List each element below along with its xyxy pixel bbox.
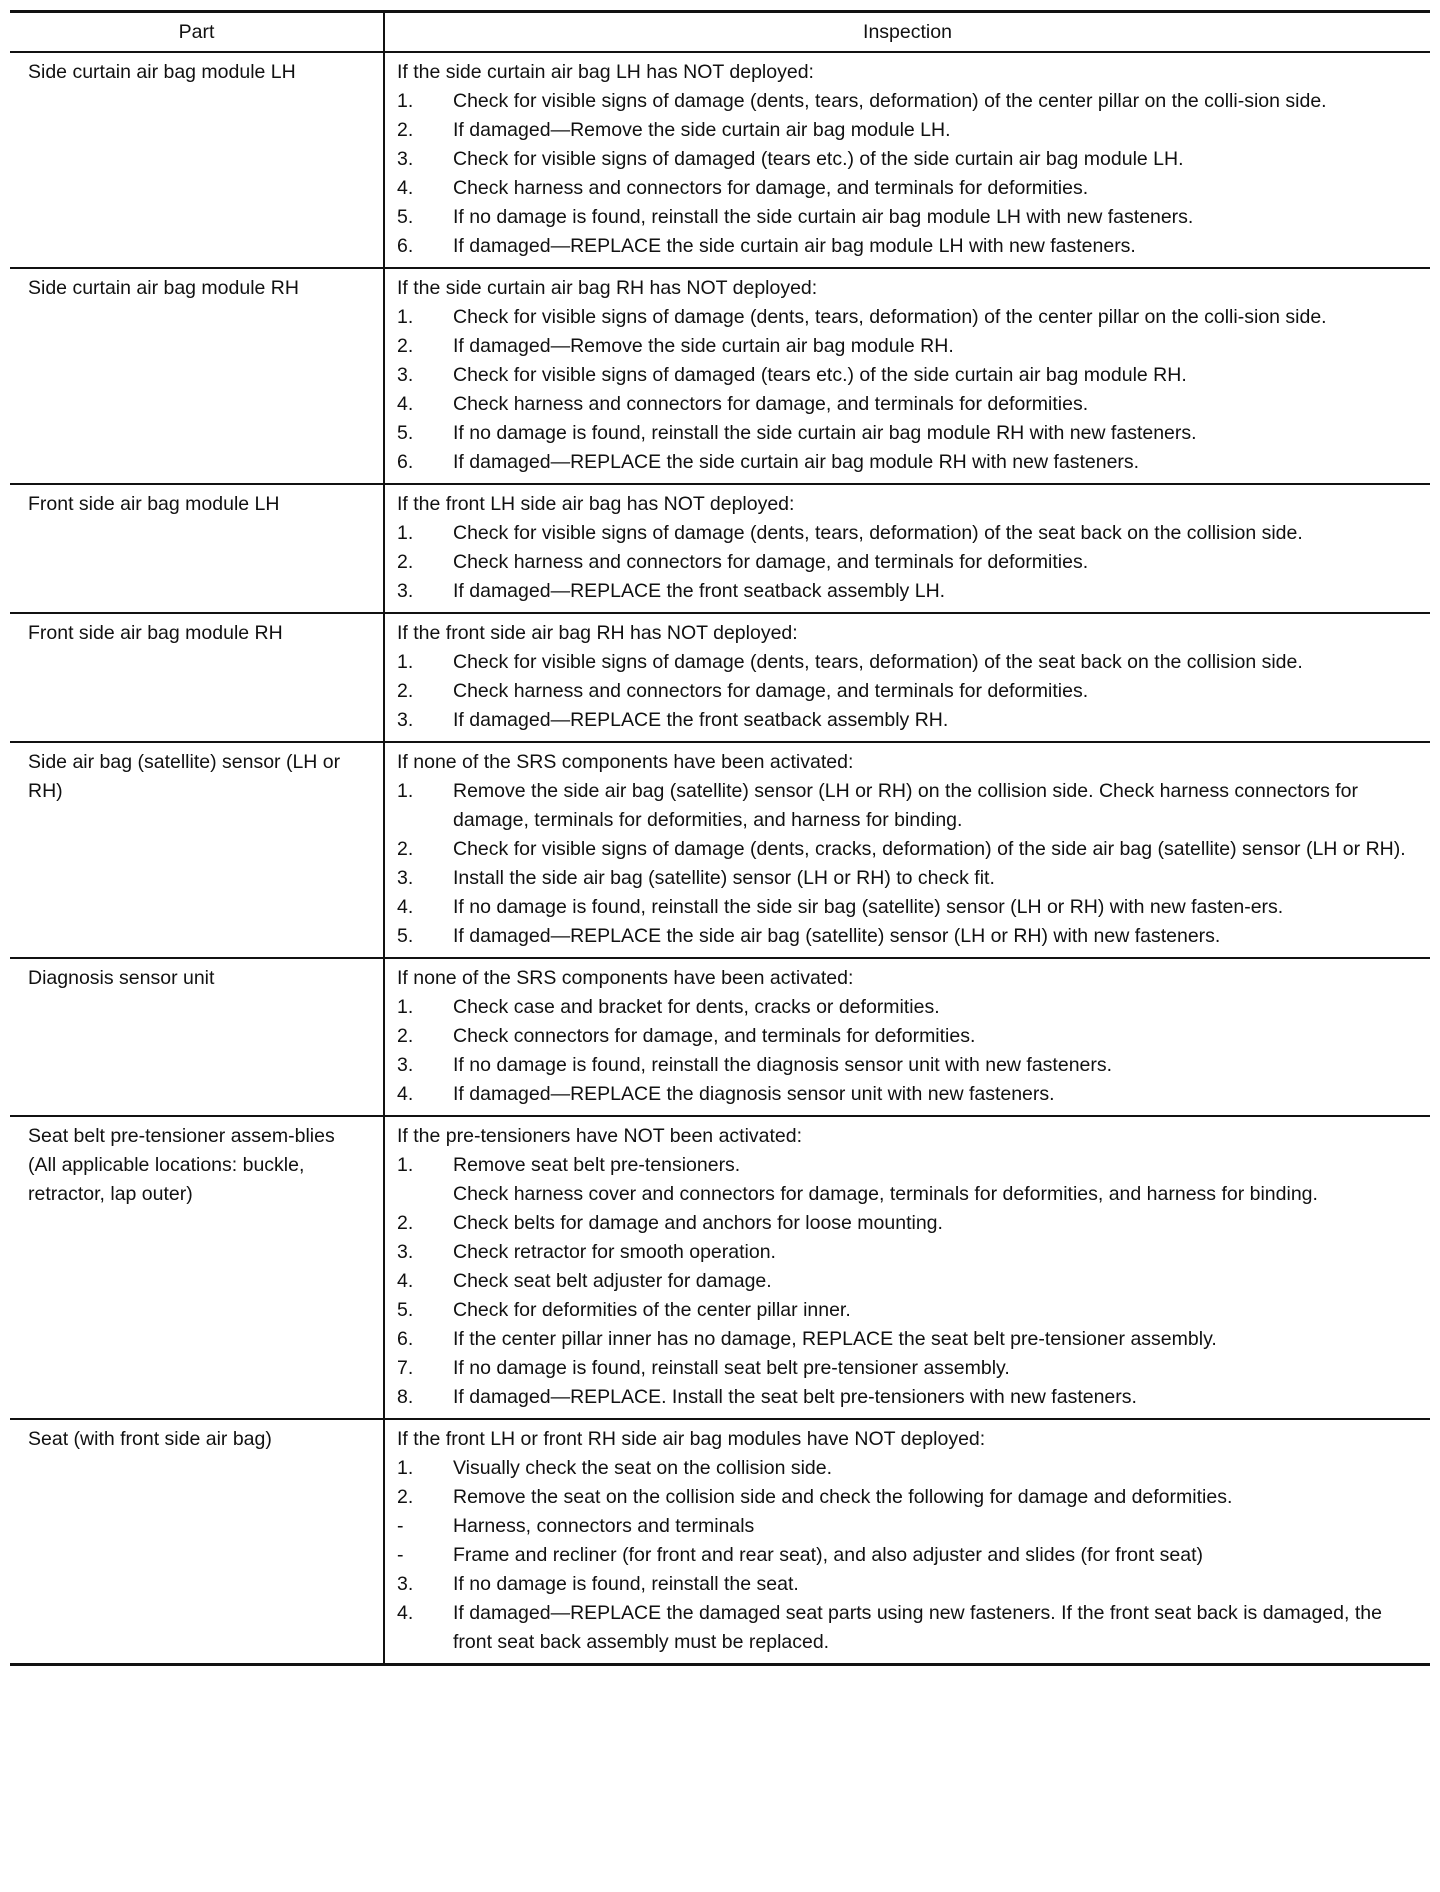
inspection-step	[397, 145, 1418, 174]
step-text: Check for visible signs of damage (dents, tears, deformation) of the seat back on the collision side.	[453, 651, 1303, 673]
inspection-condition: If the front LH or front RH side air bag modules have NOT deployed:	[397, 1428, 986, 1450]
step-text: Check case and bracket for dents, cracks or deformities.	[453, 996, 940, 1018]
step-number: 1.	[397, 306, 414, 328]
inspection-step	[397, 1209, 1418, 1238]
step-number: 3.	[397, 867, 414, 889]
step-number: 6.	[397, 451, 414, 473]
step-text: If damaged—REPLACE. Install the seat belt pre-tensioners with new fasteners.	[453, 1386, 1137, 1408]
step-text: Install the side air bag (satellite) sensor (LH or RH) to check fit.	[453, 867, 995, 889]
part-cell	[10, 1419, 384, 1665]
inspection-cell	[384, 268, 1430, 484]
step-text: If damaged—REPLACE the side curtain air bag module LH with new fasteners.	[453, 235, 1136, 257]
inspection-step	[397, 1483, 1418, 1512]
step-text: Check retractor for smooth operation.	[453, 1241, 776, 1263]
step-text: Check for visible signs of damage (dents, cracks, deformation) of the side air bag (satellite) sensor (LH or RH).	[453, 838, 1406, 860]
step-number: 8.	[397, 1386, 414, 1408]
step-number: 4.	[397, 1083, 414, 1105]
step-number: 4.	[397, 177, 414, 199]
step-number: 1.	[397, 1457, 414, 1479]
inspection-step	[397, 1512, 1418, 1541]
step-number: 2.	[397, 1025, 414, 1047]
inspection-step	[397, 1599, 1418, 1657]
step-text: Check harness and connectors for damage, and terminals for deformities.	[453, 393, 1089, 415]
inspection-condition: If the front side air bag RH has NOT deployed:	[397, 622, 798, 644]
step-number: 7.	[397, 1357, 414, 1379]
step-number: 3.	[397, 148, 414, 170]
inspection-step	[397, 864, 1418, 893]
inspection-step	[397, 1354, 1418, 1383]
step-text: Remove seat belt pre-tensioners. Check harness cover and connectors for damage, terminals for deformities, and harness for binding.	[453, 1154, 1318, 1205]
step-number: 5.	[397, 1299, 414, 1321]
step-text: If damaged—REPLACE the damaged seat parts using new fasteners. If the front seat back is damaged, the front seat back assembly must be replaced.	[453, 1602, 1382, 1653]
table-row	[10, 742, 1430, 958]
column-header-part: Part	[10, 12, 384, 53]
table-row	[10, 1116, 1430, 1419]
step-text: If damaged—REPLACE the side curtain air bag module RH with new fasteners.	[453, 451, 1140, 473]
inspection-step	[397, 448, 1418, 477]
inspection-table	[10, 10, 1430, 1666]
table-header-row	[10, 12, 1430, 53]
inspection-step	[397, 777, 1418, 835]
inspection-step	[397, 835, 1418, 864]
step-text: Check harness and connectors for damage, and terminals for deformities.	[453, 177, 1089, 199]
step-text: Check harness and connectors for damage, and terminals for deformities.	[453, 551, 1089, 573]
step-text: Check for visible signs of damaged (tears etc.) of the side curtain air bag module RH.	[453, 364, 1187, 386]
step-number: 2.	[397, 1486, 414, 1508]
step-text: Check for deformities of the center pillar inner.	[453, 1299, 851, 1321]
inspection-step	[397, 332, 1418, 361]
step-number: 5.	[397, 206, 414, 228]
inspection-step	[397, 1383, 1418, 1412]
step-number: 3.	[397, 709, 414, 731]
inspection-step	[397, 361, 1418, 390]
step-text: If no damage is found, reinstall seat belt pre-tensioner assembly.	[453, 1357, 1010, 1379]
table-row	[10, 613, 1430, 742]
inspection-step	[397, 519, 1418, 548]
table-row	[10, 1419, 1430, 1665]
inspection-step	[397, 87, 1418, 116]
inspection-condition: If the side curtain air bag RH has NOT deployed:	[397, 277, 818, 299]
inspection-step	[397, 993, 1418, 1022]
inspection-step	[397, 1267, 1418, 1296]
table-row	[10, 268, 1430, 484]
part-name: Seat belt pre-tensioner assem-blies	[28, 1125, 335, 1147]
inspection-cell	[384, 484, 1430, 613]
step-number: 6.	[397, 1328, 414, 1350]
step-number: 4.	[397, 393, 414, 415]
part-name: Front side air bag module LH	[28, 493, 280, 515]
part-name: Diagnosis sensor unit	[28, 967, 215, 989]
step-number: 4.	[397, 1602, 414, 1624]
step-text: If the center pillar inner has no damage, REPLACE the seat belt pre-tensioner assembly.	[453, 1328, 1217, 1350]
part-cell	[10, 484, 384, 613]
step-text: Remove the seat on the collision side and check the following for damage and deformities.	[453, 1486, 1233, 1508]
step-number: 2.	[397, 119, 414, 141]
step-number: 3.	[397, 1054, 414, 1076]
inspection-condition: If the front LH side air bag has NOT deployed:	[397, 493, 795, 515]
part-name: Side curtain air bag module RH	[28, 277, 299, 299]
step-number: 2.	[397, 551, 414, 573]
inspection-step	[397, 648, 1418, 677]
step-text: If damaged—REPLACE the front seatback assembly LH.	[453, 580, 946, 602]
inspection-cell	[384, 958, 1430, 1116]
step-number: 5.	[397, 925, 414, 947]
inspection-condition: If none of the SRS components have been activated:	[397, 751, 854, 773]
inspection-condition: If the side curtain air bag LH has NOT deployed:	[397, 61, 814, 83]
step-number: 1.	[397, 996, 414, 1018]
part-name: Seat (with front side air bag)	[28, 1428, 272, 1450]
inspection-step	[397, 1238, 1418, 1267]
step-number: 1.	[397, 651, 414, 673]
table-row	[10, 52, 1430, 268]
step-text: Check for visible signs of damage (dents, tears, deformation) of the seat back on the collision side.	[453, 522, 1303, 544]
inspection-cell	[384, 1419, 1430, 1665]
step-number: 2.	[397, 1212, 414, 1234]
step-text: If damaged—Remove the side curtain air bag module RH.	[453, 335, 954, 357]
step-number: 1.	[397, 780, 414, 802]
step-text: If no damage is found, reinstall the seat.	[453, 1573, 799, 1595]
part-cell	[10, 268, 384, 484]
step-text: If no damage is found, reinstall the diagnosis sensor unit with new fasteners.	[453, 1054, 1113, 1076]
part-name: Side air bag (satellite) sensor (LH or RH)	[28, 751, 341, 802]
step-text: Frame and recliner (for front and rear seat), and also adjuster and slides (for front seat)	[453, 1544, 1204, 1566]
inspection-step	[397, 232, 1418, 261]
inspection-step	[397, 419, 1418, 448]
step-number: -	[397, 1515, 404, 1537]
inspection-step	[397, 116, 1418, 145]
inspection-cell	[384, 742, 1430, 958]
part-cell	[10, 613, 384, 742]
inspection-step	[397, 1296, 1418, 1325]
inspection-step	[397, 1570, 1418, 1599]
step-text: Check for visible signs of damaged (tears etc.) of the side curtain air bag module LH.	[453, 148, 1184, 170]
step-text: If no damage is found, reinstall the side sir bag (satellite) sensor (LH or RH) with new fasten-ers.	[453, 896, 1284, 918]
inspection-condition: If the pre-tensioners have NOT been activated:	[397, 1125, 803, 1147]
inspection-step	[397, 1325, 1418, 1354]
step-number: 4.	[397, 896, 414, 918]
table-row	[10, 484, 1430, 613]
column-header-inspection: Inspection	[384, 12, 1430, 53]
step-text: If damaged—REPLACE the front seatback assembly RH.	[453, 709, 949, 731]
step-number: -	[397, 1544, 404, 1566]
inspection-step	[397, 577, 1418, 606]
step-number: 5.	[397, 422, 414, 444]
inspection-cell	[384, 52, 1430, 268]
part-cell	[10, 52, 384, 268]
inspection-step	[397, 548, 1418, 577]
step-text: If damaged—Remove the side curtain air bag module LH.	[453, 119, 951, 141]
inspection-cell	[384, 1116, 1430, 1419]
part-name: (All applicable locations: buckle, retractor, lap outer)	[28, 1154, 305, 1205]
inspection-step	[397, 390, 1418, 419]
step-number: 1.	[397, 522, 414, 544]
inspection-step	[397, 174, 1418, 203]
step-text: If no damage is found, reinstall the side curtain air bag module RH with new fasteners.	[453, 422, 1197, 444]
inspection-step	[397, 893, 1418, 922]
step-text: Remove the side air bag (satellite) sensor (LH or RH) on the collision side. Check harness connectors for damage, terminals for deformities, and harness for binding.	[453, 780, 1358, 831]
step-number: 2.	[397, 680, 414, 702]
step-number: 2.	[397, 335, 414, 357]
step-text: Check for visible signs of damage (dents, tears, deformation) of the center pillar on the colli-sion side.	[453, 306, 1327, 328]
inspection-step	[397, 1151, 1418, 1209]
inspection-step	[397, 203, 1418, 232]
step-text: If no damage is found, reinstall the side curtain air bag module LH with new fasteners.	[453, 206, 1194, 228]
part-cell	[10, 742, 384, 958]
inspection-step	[397, 1080, 1418, 1109]
part-cell	[10, 1116, 384, 1419]
part-cell	[10, 958, 384, 1116]
table-body	[10, 52, 1430, 1665]
step-number: 1.	[397, 1154, 414, 1176]
step-number: 3.	[397, 1573, 414, 1595]
step-text: Check for visible signs of damage (dents, tears, deformation) of the center pillar on the colli-sion side.	[453, 90, 1327, 112]
step-number: 3.	[397, 1241, 414, 1263]
part-name: Front side air bag module RH	[28, 622, 283, 644]
inspection-step	[397, 303, 1418, 332]
step-text: Check harness and connectors for damage, and terminals for deformities.	[453, 680, 1089, 702]
step-number: 2.	[397, 838, 414, 860]
step-number: 3.	[397, 364, 414, 386]
step-text: Check seat belt adjuster for damage.	[453, 1270, 772, 1292]
step-text: Visually check the seat on the collision side.	[453, 1457, 833, 1479]
step-number: 3.	[397, 580, 414, 602]
part-name: Side curtain air bag module LH	[28, 61, 296, 83]
inspection-step	[397, 706, 1418, 735]
inspection-cell	[384, 613, 1430, 742]
step-number: 4.	[397, 1270, 414, 1292]
step-text: Harness, connectors and terminals	[453, 1515, 755, 1537]
inspection-step	[397, 1454, 1418, 1483]
inspection-step	[397, 1541, 1418, 1570]
step-text: If damaged—REPLACE the diagnosis sensor unit with new fasteners.	[453, 1083, 1055, 1105]
step-number: 6.	[397, 235, 414, 257]
inspection-condition: If none of the SRS components have been activated:	[397, 967, 854, 989]
step-text: Check belts for damage and anchors for loose mounting.	[453, 1212, 943, 1234]
step-number: 1.	[397, 90, 414, 112]
inspection-step	[397, 922, 1418, 951]
step-text: If damaged—REPLACE the side air bag (satellite) sensor (LH or RH) with new fasteners.	[453, 925, 1221, 947]
inspection-step	[397, 1051, 1418, 1080]
table-row	[10, 958, 1430, 1116]
step-text: Check connectors for damage, and terminals for deformities.	[453, 1025, 976, 1047]
inspection-step	[397, 1022, 1418, 1051]
inspection-step	[397, 677, 1418, 706]
